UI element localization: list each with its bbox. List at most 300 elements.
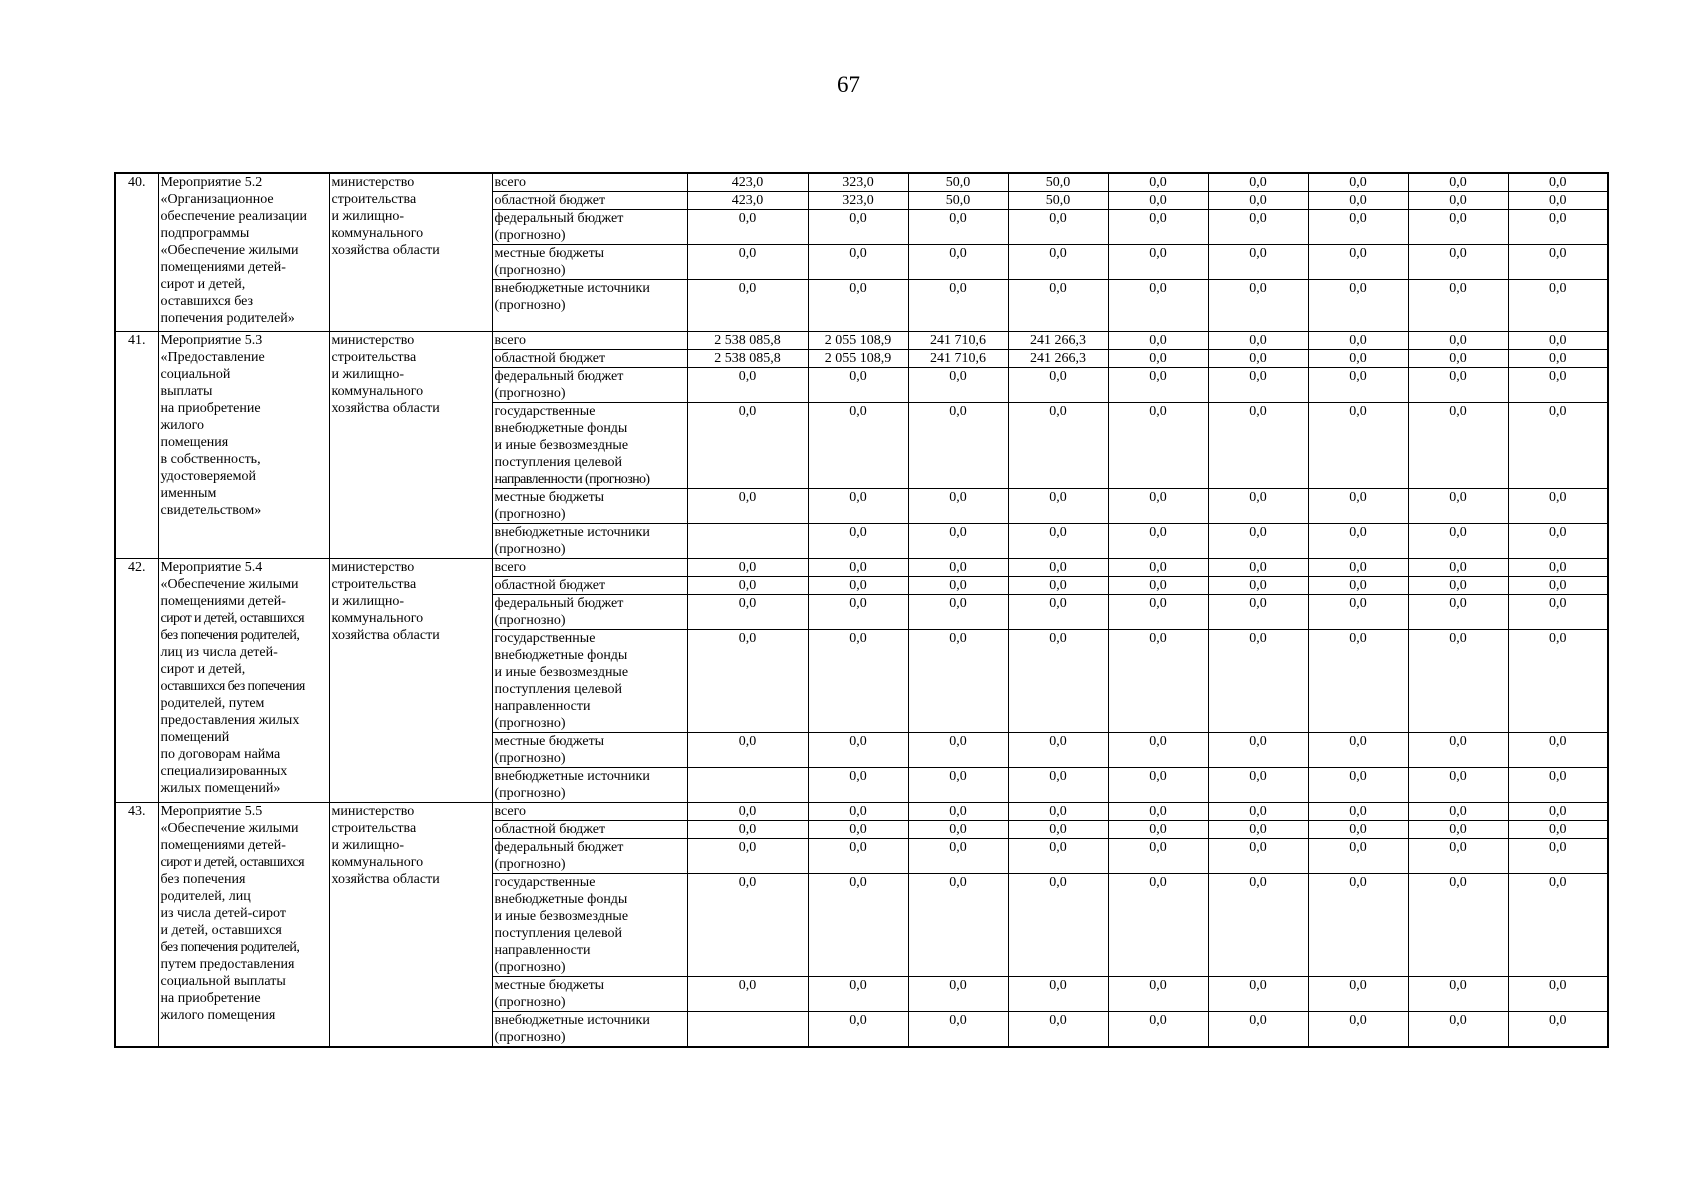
value-cell: 0,0 bbox=[1208, 874, 1308, 977]
executor-line: хозяйства области bbox=[331, 401, 440, 416]
value-cell: 0,0 bbox=[808, 489, 908, 524]
value-cell: 0,0 bbox=[1308, 192, 1408, 210]
table-row bbox=[115, 332, 1608, 350]
executor-line: министерство bbox=[331, 560, 415, 575]
value-cell: 0,0 bbox=[1508, 403, 1608, 489]
value-cell: 241 710,6 bbox=[908, 332, 1008, 350]
value-cell: 0,0 bbox=[1008, 280, 1108, 332]
value-cell: 0,0 bbox=[1108, 821, 1208, 839]
funding-source bbox=[492, 733, 687, 768]
funding-source-line: (прогнозно) bbox=[494, 298, 566, 313]
funding-source-line: государственные bbox=[494, 404, 596, 419]
value-cell: 0,0 bbox=[1008, 245, 1108, 280]
executor-line: и жилищно- bbox=[331, 367, 405, 382]
funding-source-line: (прогнозно) bbox=[494, 228, 566, 243]
value-cell: 241 266,3 bbox=[1008, 350, 1108, 368]
value-cell: 0,0 bbox=[1508, 173, 1608, 192]
value-cell: 0,0 bbox=[1508, 733, 1608, 768]
value-cell: 0,0 bbox=[1508, 350, 1608, 368]
measure-name-line: свидетельством» bbox=[160, 503, 262, 518]
value-cell: 0,0 bbox=[1108, 524, 1208, 559]
measure-name-line: помещениями детей- bbox=[160, 260, 286, 275]
measure-name-line: помещений bbox=[160, 730, 230, 745]
value-cell: 0,0 bbox=[687, 839, 808, 874]
value-cell: 0,0 bbox=[808, 280, 908, 332]
funding-source bbox=[492, 210, 687, 245]
value-cell: 0,0 bbox=[1108, 577, 1208, 595]
measure-executor bbox=[329, 173, 492, 332]
value-cell: 0,0 bbox=[1408, 874, 1508, 977]
measure-name-line: «Обеспечение жилыми bbox=[160, 243, 299, 258]
value-cell: 0,0 bbox=[908, 874, 1008, 977]
measure-name-line: из числа детей-сирот bbox=[160, 906, 286, 921]
value-cell: 0,0 bbox=[687, 489, 808, 524]
measure-name-line: на приобретение bbox=[160, 991, 261, 1006]
value-cell: 0,0 bbox=[1308, 821, 1408, 839]
budget-table bbox=[114, 172, 1609, 1048]
value-cell: 0,0 bbox=[1108, 192, 1208, 210]
value-cell: 0,0 bbox=[1008, 630, 1108, 733]
value-cell: 0,0 bbox=[1308, 874, 1408, 977]
value-cell: 0,0 bbox=[808, 803, 908, 821]
funding-source-line: (прогнозно) bbox=[494, 751, 566, 766]
value-cell: 323,0 bbox=[808, 192, 908, 210]
measure-executor bbox=[329, 559, 492, 803]
funding-source-line: (прогнозно) bbox=[494, 1030, 566, 1045]
value-cell: 0,0 bbox=[687, 368, 808, 403]
measure-name-line: на приобретение bbox=[160, 401, 261, 416]
value-cell: 0,0 bbox=[1308, 245, 1408, 280]
measure-index: 43. bbox=[115, 803, 158, 1048]
funding-source-line: федеральный бюджет bbox=[494, 840, 624, 855]
measure-name-line: без попечения родителей, bbox=[160, 628, 300, 643]
value-cell: 0,0 bbox=[808, 210, 908, 245]
value-cell: 0,0 bbox=[808, 1012, 908, 1048]
value-cell: 0,0 bbox=[808, 733, 908, 768]
measure-name-line: по договорам найма bbox=[160, 747, 281, 762]
funding-source bbox=[492, 173, 687, 192]
funding-source bbox=[492, 977, 687, 1012]
executor-line: коммунального bbox=[331, 384, 424, 399]
value-cell: 0,0 bbox=[1508, 192, 1608, 210]
measure-name-line: обеспечение реализации bbox=[160, 209, 307, 224]
value-cell: 0,0 bbox=[1208, 577, 1308, 595]
value-cell bbox=[687, 524, 808, 559]
value-cell: 0,0 bbox=[687, 595, 808, 630]
value-cell: 0,0 bbox=[1208, 192, 1308, 210]
value-cell: 0,0 bbox=[908, 559, 1008, 577]
executor-line: хозяйства области bbox=[331, 243, 440, 258]
value-cell: 423,0 bbox=[687, 173, 808, 192]
measure-name-line: социальной bbox=[160, 367, 231, 382]
page-number: 67 bbox=[837, 72, 860, 97]
value-cell: 0,0 bbox=[1108, 332, 1208, 350]
measure-name bbox=[158, 803, 329, 1048]
funding-source-line: федеральный бюджет bbox=[494, 369, 624, 384]
funding-source bbox=[492, 245, 687, 280]
value-cell: 0,0 bbox=[1408, 977, 1508, 1012]
funding-source-line: областной бюджет bbox=[494, 578, 606, 593]
value-cell: 241 710,6 bbox=[908, 350, 1008, 368]
value-cell: 0,0 bbox=[1408, 595, 1508, 630]
value-cell: 0,0 bbox=[1008, 595, 1108, 630]
funding-source-line: внебюджетные источники bbox=[494, 525, 650, 540]
value-cell: 0,0 bbox=[1108, 368, 1208, 403]
funding-source-line: внебюджетные источники bbox=[494, 281, 650, 296]
funding-source bbox=[492, 524, 687, 559]
value-cell: 0,0 bbox=[1508, 630, 1608, 733]
value-cell: 0,0 bbox=[808, 768, 908, 803]
value-cell: 0,0 bbox=[1508, 245, 1608, 280]
value-cell bbox=[687, 1012, 808, 1048]
measure-name bbox=[158, 332, 329, 559]
value-cell: 0,0 bbox=[1308, 1012, 1408, 1048]
measure-index: 41. bbox=[115, 332, 158, 559]
measure-name-line: помещения bbox=[160, 435, 229, 450]
value-cell: 0,0 bbox=[1008, 733, 1108, 768]
value-cell: 0,0 bbox=[1508, 489, 1608, 524]
value-cell: 0,0 bbox=[908, 803, 1008, 821]
value-cell: 0,0 bbox=[908, 1012, 1008, 1048]
value-cell: 0,0 bbox=[1508, 559, 1608, 577]
funding-source-line: внебюджетные фонды bbox=[494, 421, 628, 436]
measure-name-line: без попечения bbox=[160, 872, 246, 887]
funding-source-line: и иные безвозмездные bbox=[494, 909, 629, 924]
value-cell: 0,0 bbox=[1008, 210, 1108, 245]
value-cell: 0,0 bbox=[908, 577, 1008, 595]
value-cell: 0,0 bbox=[1508, 803, 1608, 821]
funding-source-line: внебюджетные источники bbox=[494, 1013, 650, 1028]
funding-source-line: федеральный бюджет bbox=[494, 211, 624, 226]
value-cell: 0,0 bbox=[908, 768, 1008, 803]
value-cell: 0,0 bbox=[1408, 210, 1508, 245]
value-cell: 0,0 bbox=[687, 210, 808, 245]
value-cell: 0,0 bbox=[1408, 280, 1508, 332]
value-cell: 0,0 bbox=[1108, 1012, 1208, 1048]
value-cell: 0,0 bbox=[1208, 630, 1308, 733]
value-cell: 0,0 bbox=[1008, 577, 1108, 595]
value-cell: 0,0 bbox=[1208, 733, 1308, 768]
measure-name-line: жилого помещения bbox=[160, 1008, 276, 1023]
funding-source-line: и иные безвозмездные bbox=[494, 665, 629, 680]
value-cell: 0,0 bbox=[1408, 559, 1508, 577]
measure-name-line: помещениями детей- bbox=[160, 594, 286, 609]
value-cell: 0,0 bbox=[1108, 595, 1208, 630]
measure-name-line: предоставления жилых bbox=[160, 713, 300, 728]
funding-source-line: (прогнозно) bbox=[494, 386, 566, 401]
funding-source-line: (прогнозно) bbox=[494, 857, 566, 872]
value-cell: 0,0 bbox=[1308, 803, 1408, 821]
measure-name-line: «Организационное bbox=[160, 192, 274, 207]
measure-name-line: путем предоставления bbox=[160, 957, 295, 972]
value-cell: 0,0 bbox=[1008, 874, 1108, 977]
measure-name-line: социальной выплаты bbox=[160, 974, 286, 989]
value-cell: 0,0 bbox=[1508, 821, 1608, 839]
measure-executor bbox=[329, 803, 492, 1048]
value-cell: 2 055 108,9 bbox=[808, 332, 908, 350]
measure-name-line: сирот и детей, bbox=[160, 662, 246, 677]
value-cell: 0,0 bbox=[1008, 803, 1108, 821]
executor-line: хозяйства области bbox=[331, 628, 440, 643]
value-cell: 423,0 bbox=[687, 192, 808, 210]
value-cell: 323,0 bbox=[808, 173, 908, 192]
funding-source-line: (прогнозно) bbox=[494, 786, 566, 801]
table-row bbox=[115, 173, 1608, 192]
value-cell: 0,0 bbox=[1208, 350, 1308, 368]
funding-source bbox=[492, 559, 687, 577]
measure-name-line: помещениями детей- bbox=[160, 838, 286, 853]
value-cell: 0,0 bbox=[1108, 489, 1208, 524]
funding-source-line: (прогнозно) bbox=[494, 263, 566, 278]
funding-source-line: (прогнозно) bbox=[494, 507, 566, 522]
value-cell: 0,0 bbox=[1008, 403, 1108, 489]
funding-source-line: (прогнозно) bbox=[494, 995, 566, 1010]
value-cell: 0,0 bbox=[1308, 210, 1408, 245]
value-cell: 0,0 bbox=[1108, 803, 1208, 821]
value-cell: 0,0 bbox=[1408, 1012, 1508, 1048]
funding-source-line: областной бюджет bbox=[494, 193, 606, 208]
measure-name-line: сирот и детей, оставшихся bbox=[160, 855, 304, 870]
value-cell: 0,0 bbox=[687, 977, 808, 1012]
value-cell: 0,0 bbox=[1308, 839, 1408, 874]
funding-source bbox=[492, 403, 687, 489]
value-cell: 0,0 bbox=[808, 559, 908, 577]
value-cell: 0,0 bbox=[1508, 977, 1608, 1012]
executor-line: строительства bbox=[331, 350, 417, 365]
executor-line: строительства bbox=[331, 577, 417, 592]
value-cell: 0,0 bbox=[908, 630, 1008, 733]
value-cell: 0,0 bbox=[1208, 839, 1308, 874]
measure-name-line: подпрограммы bbox=[160, 226, 250, 241]
funding-source-line: направленности bbox=[494, 699, 591, 714]
value-cell: 0,0 bbox=[1308, 524, 1408, 559]
value-cell: 0,0 bbox=[1408, 630, 1508, 733]
funding-source bbox=[492, 332, 687, 350]
value-cell: 0,0 bbox=[1108, 977, 1208, 1012]
value-cell: 0,0 bbox=[1108, 173, 1208, 192]
measure-name-line: специализированных bbox=[160, 764, 288, 779]
value-cell: 0,0 bbox=[908, 524, 1008, 559]
value-cell: 0,0 bbox=[908, 403, 1008, 489]
value-cell: 0,0 bbox=[1008, 559, 1108, 577]
funding-source bbox=[492, 874, 687, 977]
value-cell: 0,0 bbox=[1508, 368, 1608, 403]
value-cell: 0,0 bbox=[1208, 559, 1308, 577]
executor-line: строительства bbox=[331, 821, 417, 836]
value-cell: 0,0 bbox=[1108, 210, 1208, 245]
funding-source-line: всего bbox=[494, 175, 527, 190]
executor-line: и жилищно- bbox=[331, 209, 405, 224]
funding-source-line: направленности (прогнозно) bbox=[494, 472, 650, 487]
funding-source-line: направленности bbox=[494, 943, 591, 958]
value-cell: 0,0 bbox=[1208, 210, 1308, 245]
value-cell: 0,0 bbox=[908, 245, 1008, 280]
value-cell: 0,0 bbox=[1008, 839, 1108, 874]
executor-line: коммунального bbox=[331, 611, 424, 626]
funding-source-line: федеральный бюджет bbox=[494, 596, 624, 611]
value-cell: 2 538 085,8 bbox=[687, 350, 808, 368]
value-cell: 0,0 bbox=[1308, 595, 1408, 630]
value-cell: 0,0 bbox=[1308, 977, 1408, 1012]
value-cell: 0,0 bbox=[1408, 192, 1508, 210]
funding-source bbox=[492, 489, 687, 524]
funding-source-line: местные бюджеты bbox=[494, 490, 605, 505]
executor-line: строительства bbox=[331, 192, 417, 207]
value-cell: 0,0 bbox=[1508, 332, 1608, 350]
funding-source bbox=[492, 821, 687, 839]
value-cell: 0,0 bbox=[908, 210, 1008, 245]
measure-name bbox=[158, 559, 329, 803]
measure-name-line: Мероприятие 5.5 bbox=[160, 804, 263, 819]
value-cell: 0,0 bbox=[1208, 332, 1308, 350]
value-cell: 0,0 bbox=[1008, 368, 1108, 403]
funding-source-line: (прогнозно) bbox=[494, 613, 566, 628]
table-row bbox=[115, 803, 1608, 821]
value-cell: 0,0 bbox=[1408, 821, 1508, 839]
value-cell: 0,0 bbox=[1408, 173, 1508, 192]
measure-name-line: Мероприятие 5.2 bbox=[160, 175, 263, 190]
value-cell: 0,0 bbox=[1308, 577, 1408, 595]
value-cell: 0,0 bbox=[1108, 768, 1208, 803]
value-cell: 0,0 bbox=[1308, 630, 1408, 733]
value-cell: 0,0 bbox=[1208, 403, 1308, 489]
executor-line: хозяйства области bbox=[331, 872, 440, 887]
measure-name-line: выплаты bbox=[160, 384, 213, 399]
measure-name-line: лиц из числа детей- bbox=[160, 645, 278, 660]
funding-source-line: поступления целевой bbox=[494, 682, 623, 697]
value-cell: 0,0 bbox=[1408, 524, 1508, 559]
value-cell bbox=[687, 768, 808, 803]
measure-name-line: «Предоставление bbox=[160, 350, 265, 365]
value-cell: 0,0 bbox=[1208, 524, 1308, 559]
value-cell: 0,0 bbox=[1108, 280, 1208, 332]
value-cell: 0,0 bbox=[908, 839, 1008, 874]
value-cell: 0,0 bbox=[687, 733, 808, 768]
funding-source-line: поступления целевой bbox=[494, 926, 623, 941]
executor-line: коммунального bbox=[331, 226, 424, 241]
funding-source-line: поступления целевой bbox=[494, 455, 623, 470]
value-cell: 0,0 bbox=[1008, 768, 1108, 803]
value-cell: 0,0 bbox=[1308, 559, 1408, 577]
value-cell: 0,0 bbox=[687, 280, 808, 332]
value-cell: 0,0 bbox=[687, 559, 808, 577]
funding-source-line: внебюджетные фонды bbox=[494, 648, 628, 663]
value-cell: 0,0 bbox=[1408, 245, 1508, 280]
value-cell: 0,0 bbox=[1208, 1012, 1308, 1048]
funding-source-line: всего bbox=[494, 560, 527, 575]
value-cell: 0,0 bbox=[1008, 489, 1108, 524]
value-cell: 0,0 bbox=[1008, 977, 1108, 1012]
value-cell: 0,0 bbox=[808, 524, 908, 559]
executor-line: министерство bbox=[331, 333, 415, 348]
measure-executor bbox=[329, 332, 492, 559]
value-cell: 50,0 bbox=[1008, 173, 1108, 192]
measure-name-line: «Обеспечение жилыми bbox=[160, 821, 299, 836]
funding-source-line: внебюджетные фонды bbox=[494, 892, 628, 907]
funding-source bbox=[492, 368, 687, 403]
measure-name-line: сирот и детей, bbox=[160, 277, 246, 292]
value-cell: 2 538 085,8 bbox=[687, 332, 808, 350]
value-cell: 0,0 bbox=[908, 368, 1008, 403]
value-cell: 0,0 bbox=[808, 977, 908, 1012]
value-cell: 0,0 bbox=[808, 874, 908, 977]
value-cell: 0,0 bbox=[1208, 368, 1308, 403]
value-cell: 0,0 bbox=[1508, 280, 1608, 332]
value-cell: 0,0 bbox=[1108, 403, 1208, 489]
value-cell: 0,0 bbox=[1108, 733, 1208, 768]
value-cell: 0,0 bbox=[1208, 489, 1308, 524]
funding-source bbox=[492, 595, 687, 630]
value-cell: 0,0 bbox=[1208, 821, 1308, 839]
funding-source-line: и иные безвозмездные bbox=[494, 438, 629, 453]
value-cell: 0,0 bbox=[1408, 332, 1508, 350]
value-cell: 0,0 bbox=[687, 874, 808, 977]
value-cell: 0,0 bbox=[1308, 332, 1408, 350]
value-cell: 0,0 bbox=[908, 595, 1008, 630]
funding-source-line: всего bbox=[494, 804, 527, 819]
value-cell: 0,0 bbox=[1508, 577, 1608, 595]
value-cell: 0,0 bbox=[1308, 489, 1408, 524]
funding-source bbox=[492, 1012, 687, 1048]
spacer-line bbox=[495, 314, 685, 331]
measure-name-line: родителей, лиц bbox=[160, 889, 251, 904]
measure-name-line: именным bbox=[160, 486, 217, 501]
value-cell: 0,0 bbox=[1208, 245, 1308, 280]
measure-name-line: удостоверяемой bbox=[160, 469, 256, 484]
value-cell: 0,0 bbox=[808, 245, 908, 280]
measure-name-line: сирот и детей, оставшихся bbox=[160, 611, 304, 626]
funding-source-line: (прогнозно) bbox=[494, 542, 566, 557]
funding-source bbox=[492, 803, 687, 821]
value-cell: 0,0 bbox=[1208, 977, 1308, 1012]
value-cell: 0,0 bbox=[1208, 173, 1308, 192]
value-cell: 0,0 bbox=[1408, 839, 1508, 874]
value-cell: 0,0 bbox=[1208, 803, 1308, 821]
value-cell: 0,0 bbox=[1408, 368, 1508, 403]
value-cell: 0,0 bbox=[1508, 874, 1608, 977]
value-cell: 0,0 bbox=[1508, 1012, 1608, 1048]
value-cell: 0,0 bbox=[1508, 839, 1608, 874]
funding-source-line: (прогнозно) bbox=[494, 960, 566, 975]
value-cell: 0,0 bbox=[1008, 1012, 1108, 1048]
funding-source-line: областной бюджет bbox=[494, 822, 606, 837]
measure-name-line: без попечения родителей, bbox=[160, 940, 300, 955]
value-cell: 0,0 bbox=[1408, 403, 1508, 489]
funding-source bbox=[492, 768, 687, 803]
value-cell: 0,0 bbox=[1308, 368, 1408, 403]
value-cell: 0,0 bbox=[1108, 350, 1208, 368]
value-cell: 0,0 bbox=[808, 821, 908, 839]
value-cell: 0,0 bbox=[687, 245, 808, 280]
funding-source-line: (прогнозно) bbox=[494, 716, 566, 731]
measure-name-line: оставшихся без попечения bbox=[160, 679, 305, 694]
funding-source bbox=[492, 839, 687, 874]
measure-name-line: попечения родителей» bbox=[160, 311, 295, 326]
value-cell: 50,0 bbox=[908, 192, 1008, 210]
value-cell: 0,0 bbox=[908, 977, 1008, 1012]
value-cell: 0,0 bbox=[1408, 803, 1508, 821]
executor-line: коммунального bbox=[331, 855, 424, 870]
value-cell: 0,0 bbox=[1108, 630, 1208, 733]
value-cell: 0,0 bbox=[908, 489, 1008, 524]
value-cell: 0,0 bbox=[1408, 350, 1508, 368]
funding-source bbox=[492, 577, 687, 595]
value-cell: 0,0 bbox=[908, 821, 1008, 839]
value-cell: 0,0 bbox=[1008, 821, 1108, 839]
executor-line: министерство bbox=[331, 175, 415, 190]
table-row bbox=[115, 559, 1608, 577]
value-cell: 0,0 bbox=[1508, 768, 1608, 803]
